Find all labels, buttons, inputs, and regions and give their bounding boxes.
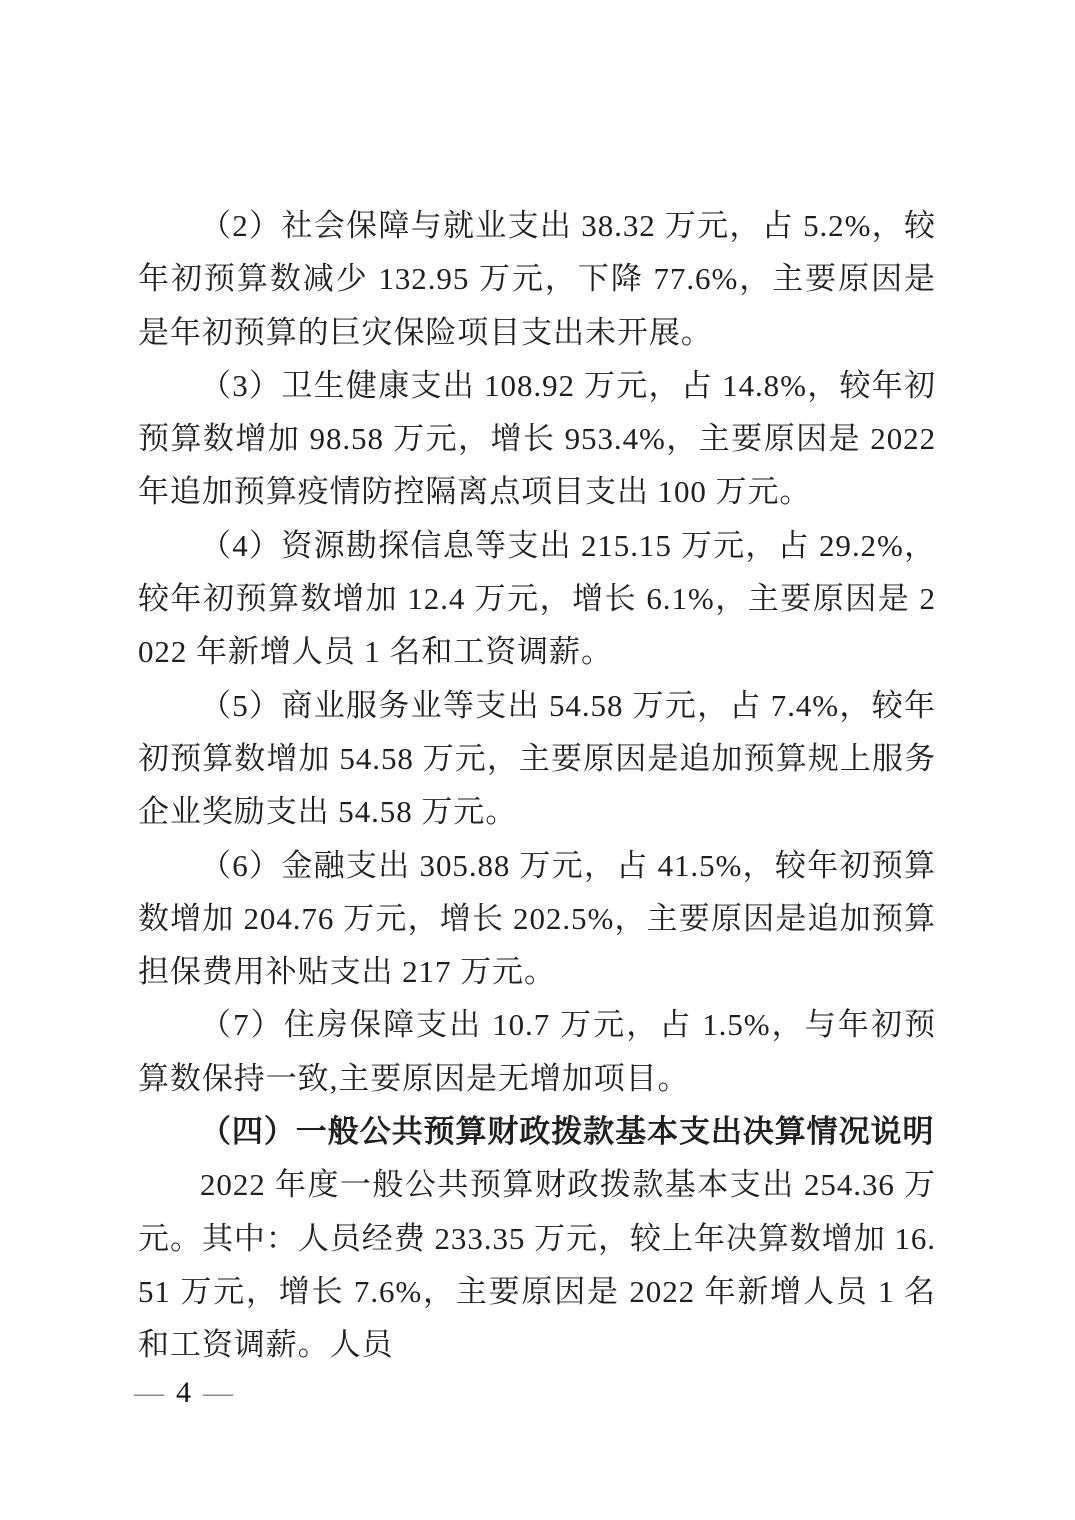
section-heading-basic-expenditure-statement: （四）一般公共预算财政拨款基本支出决算情况说明 <box>200 1114 935 1150</box>
paragraph-item-7-housing-security: （7）住房保障支出 10.7 万元，占 1.5%，与年初预算数保持一致,主要原因是无增加项目。 <box>138 1007 936 1096</box>
paragraph-item-4-resource-exploration-information: （4）资源勘探信息等支出 215.15 万元，占 29.2%，较年初预算数增加 12.4 万元，增长 6.1%，主要原因是 2022 年新增人员 1 名和工资调薪。 <box>138 527 936 670</box>
paragraph-item-2-social-security-employment: （2）社会保障与就业支出 38.32 万元，占 5.2%，较年初预算数减少 132.95 万元，下降 77.6%，主要原因是是年初预算的巨灾保险项目支出未开展。 <box>138 208 936 350</box>
page-number: 4 <box>176 1376 191 1409</box>
page-footer <box>134 1375 233 1411</box>
paragraph-item-3-health: （3）卫生健康支出 108.92 万元，占 14.8%，较年初预算数增加 98.58 万元，增长 953.4%，主要原因是 2022 年追加预算疫情防控隔离点项目支出 100 万元。 <box>138 367 936 510</box>
paragraph-item-6-finance: （6）金融支出 305.88 万元，占 41.5%，较年初预算数增加 204.76 万元，增长 202.5%，主要原因是追加预算担保费用补贴支出 217 万元。 <box>138 847 936 990</box>
footer-left-dash: — <box>134 1376 164 1409</box>
paragraph-item-5-commercial-services: （5）商业服务业等支出 54.58 万元，占 7.4%，较年初预算数增加 54.58 万元，主要原因是追加预算规上服务企业奖励支出 54.58 万元。 <box>138 687 936 830</box>
document-body <box>138 199 936 1372</box>
footer-right-dash: — <box>203 1376 233 1409</box>
paragraph-basic-expenditure-detail: 2022 年度一般公共预算财政拨款基本支出 254.36 万元。其中：人员经费 233.35 万元，较上年决算数增加 16.51 万元，增长 7.6%，主要原因是 2022 年新增人员 1 名和工资调薪。人员 <box>138 1167 936 1363</box>
